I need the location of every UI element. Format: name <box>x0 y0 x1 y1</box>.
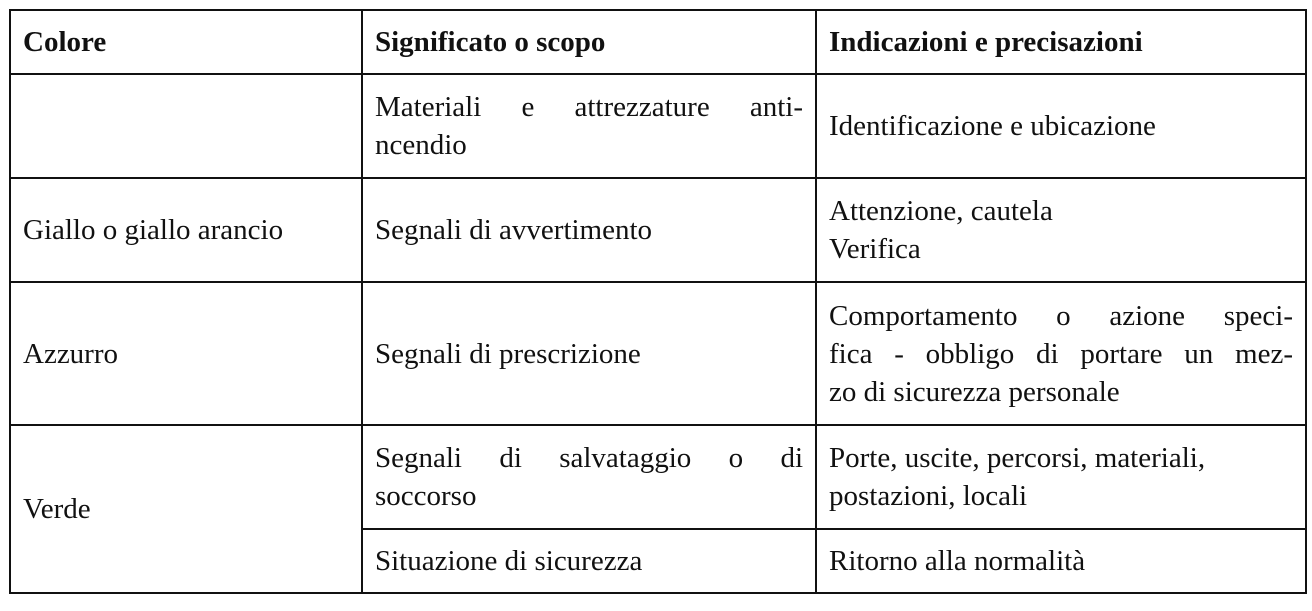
header-color: Colore <box>10 10 362 74</box>
meaning-cell <box>362 178 816 282</box>
meaning-cell <box>362 74 816 178</box>
header-meaning: Significato o scopo <box>362 10 816 74</box>
notes-cell <box>816 178 1306 282</box>
notes-line: Verifica <box>829 233 921 265</box>
meaning-line: soccorso <box>375 480 477 512</box>
notes-cell <box>816 282 1306 425</box>
meaning-line: Segnali di salvataggio o di <box>375 442 803 474</box>
notes-line: Porte, uscite, percorsi, materiali, <box>829 442 1206 474</box>
color-cell: Giallo o giallo arancio <box>10 178 362 282</box>
color-cell: Verde <box>10 425 362 593</box>
meaning-cell <box>362 425 816 529</box>
color-cell <box>10 74 362 178</box>
table-row <box>10 425 1306 529</box>
notes-line: zo di sicurezza personale <box>829 375 1120 408</box>
meaning-cell <box>362 529 816 593</box>
meaning-line: Segnali di avvertimento <box>375 214 653 246</box>
meaning-line: Segnali di prescrizione <box>375 337 641 370</box>
safety-colors-table <box>9 9 1307 594</box>
notes-line: Identificazione e ubicazione <box>829 110 1156 142</box>
notes-line: postazioni, locali <box>829 480 1028 512</box>
meaning-line: Materiali e attrezzature anti- <box>375 91 803 123</box>
table-row <box>10 178 1306 282</box>
header-notes: Indicazioni e precisazioni <box>816 10 1306 74</box>
table-row <box>10 282 1306 425</box>
table-row <box>10 74 1306 178</box>
notes-cell <box>816 74 1306 178</box>
color-cell: Azzurro <box>10 282 362 425</box>
notes-line: Ritorno alla normalità <box>829 545 1086 577</box>
meaning-line: Situazione di sicurezza <box>375 545 643 577</box>
header-row <box>10 10 1306 74</box>
notes-line: fica - obbligo di portare un mez- <box>829 337 1293 370</box>
notes-cell <box>816 425 1306 529</box>
notes-line: Attenzione, cautela <box>829 195 1053 227</box>
meaning-line: ncendio <box>375 129 467 161</box>
notes-line: Comportamento o azione speci- <box>829 299 1293 332</box>
notes-cell <box>816 529 1306 593</box>
meaning-cell <box>362 282 816 425</box>
